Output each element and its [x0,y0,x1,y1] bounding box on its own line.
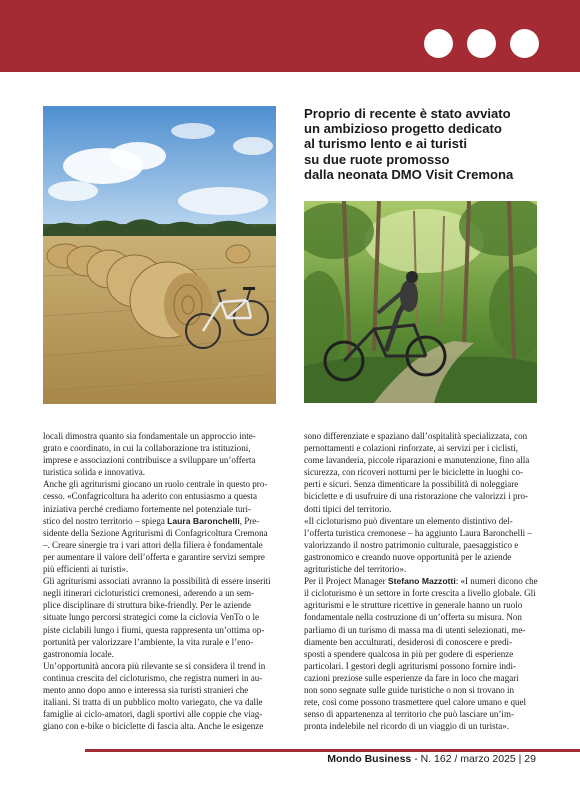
text-line: perti e sicuri. Senza dimenticare la possibilità di noleggiare [304,479,519,490]
text-run: : «I numeri dicono che [455,576,538,587]
text-line: pernottamenti e colazioni rinforzate, ai servizi per i ciclisti, [304,443,519,454]
header-dot [467,29,496,58]
text-run: stico del nostro territorio – spiega [43,515,168,526]
text-line [304,575,539,587]
text-line: come lavanderia, piccole riparazioni e manutenzione, fino alla [304,455,530,466]
text-line: imprese e associazioni contribuisce a sviluppare un’offerta [43,455,256,466]
text-line: non sono segnate sulle guide turistiche o non si trovano in [304,684,515,695]
text-line: Anche gli agriturismi giocano un ruolo centrale in questo pro- [43,479,268,490]
text-line: pronta indelebile nel ricordo di un viaggio di un turista». [304,721,510,732]
article-headline [304,106,544,182]
header-dots [424,29,539,58]
article-column-right [304,430,539,732]
text-line: –. Creare sinergie tra i vari attori della filiera è fondamentale [43,539,263,550]
text-line: negli itinerari cicloturistici cremonesi, aderendo a un sem- [43,588,255,599]
text-line: «Il cicloturismo può diventare un elemento distintivo del- [304,515,513,526]
text-line: biciclette e di usufruire di una ristorazione che valorizzi i pro- [304,491,529,502]
text-line: situate lungo percorsi strategici come la ciclovia VenTo o le [43,612,260,623]
text-line: continua crescita del cicloturismo, che registra numeri in au- [43,672,263,683]
text-line: sono differenziate e spaziano dall’ospitalità specializzata, con [304,431,528,441]
text-line: italiani. Si tratta di un pubblico molto variegato, che va dalle [43,697,263,708]
text-line: parliamo di un turismo di massa ma di utenti selezionati, me- [304,624,526,635]
text-line: più efficienti ai turisti». [43,564,129,575]
text-line: il cicloturismo è un settore in forte crescita a livello globale. Gli [304,588,536,599]
text-line: cazioni preziose sulle esperienze da fare in loco che magari [304,672,519,683]
text-line: dotti tipici del territorio. [304,503,392,514]
text-line: fondamentale nella costruzione di un’offerta su misura. Non [304,612,522,623]
header-dot [424,29,453,58]
magazine-name: Mondo Business [327,753,412,765]
text-line: rete, così come possono trasmettere quel calore umano e quel [304,697,527,708]
text-line: sposti a spendere qualcosa in più per godere di esperienze [304,648,514,659]
text-line: Gli agriturismi associati avranno la possibilità di essere inseriti [43,576,271,587]
text-line: agriturismi e le strutture ricettive in generale hanno un ruolo [304,600,523,611]
headline-line: Proprio di recente è stato avviato [304,106,511,121]
text-line: mento anno dopo anno e interessa sia turisti stranieri che [43,684,249,695]
person-name: Stefano Mazzotti [387,576,456,587]
text-line: senso di appartenenza al territorio che può lasciare un’im- [304,709,514,720]
text-line: sicurezza, con ricoveri notturni per le biciclette in luoghi co- [304,467,524,478]
text-line: iniziativa perché crediamo fortemente nel potenziale turi- [43,503,251,514]
article-column-left [43,430,278,732]
text-line: locali dimostra quanto sia fondamentale un approccio inte- [43,431,256,441]
text-line: diamente ben acculturati, desiderosi di conoscere e predi- [304,636,512,647]
text-line: valorizzando il nostro patrimonio culturale, paesaggistico e [304,539,519,550]
text-line: l’offerta turistica cremonese – ha aggiunto Laura Baronchelli – [304,527,532,538]
photo-hay-bales-bicycle [43,106,276,404]
text-line: turistica solida e innovativa. [43,467,146,478]
text-line: grato e coordinato, in cui la collaborazione tra istituzioni, [43,443,251,454]
text-line: particolari. I gestori degli agriturismi possono fornire indi- [304,660,517,671]
text-line: per aumentare il valore dell’offerta e garantire servizi sempre [43,551,265,562]
headline-line: un ambizioso progetto dedicato [304,121,502,137]
text-line: famiglie ai ciclo-amatori, dagli sportivi alle coppie che viag- [43,709,263,720]
person-name: Laura Baronchelli [167,515,240,526]
text-line: portunità per valorizzare l’ambiente, la vita rurale e l’eno- [43,636,254,647]
text-run: , Pre- [239,515,260,526]
text-line: gastronomico e creando nuove opportunità per le aziende [304,551,512,562]
text-line: Un’opportunità ancora più rilevante se si considera il trend in [43,660,266,671]
text-line [43,515,278,527]
text-line: sidente della Sezione Agriturismi di Confagricoltura Cremona [43,527,268,538]
text-line: plice disciplinare di struttura bike-friendly. Per le aziende [43,600,251,611]
text-line: cesso. «Confagricoltura ha aderito con entusiasmo a questa [43,491,258,502]
headline-line: dalla neonata DMO Visit Cremona [304,166,514,182]
text-run: Per il Project Manager [304,576,388,587]
header-band [0,0,580,72]
issue-info: - N. 162 / marzo 2025 | 29 [411,753,536,765]
header-dot [510,29,539,58]
text-line: agrituristiche del territorio». [304,564,407,575]
footer-rule [85,749,580,752]
headline-line: al turismo lento e ai turisti [304,136,467,152]
page-footer [327,753,536,765]
text-line: gastronomia locale. [43,648,114,659]
photo-cyclist-in-forest [304,201,537,403]
text-line: giano con e-bike o biciclette di fascia alta. Anche le esigenze [43,721,264,732]
headline-line: su due ruote promosso [304,151,450,167]
text-line: piste ciclabili lungo i fiumi, questa rappresenta un’ottima op- [43,624,265,635]
